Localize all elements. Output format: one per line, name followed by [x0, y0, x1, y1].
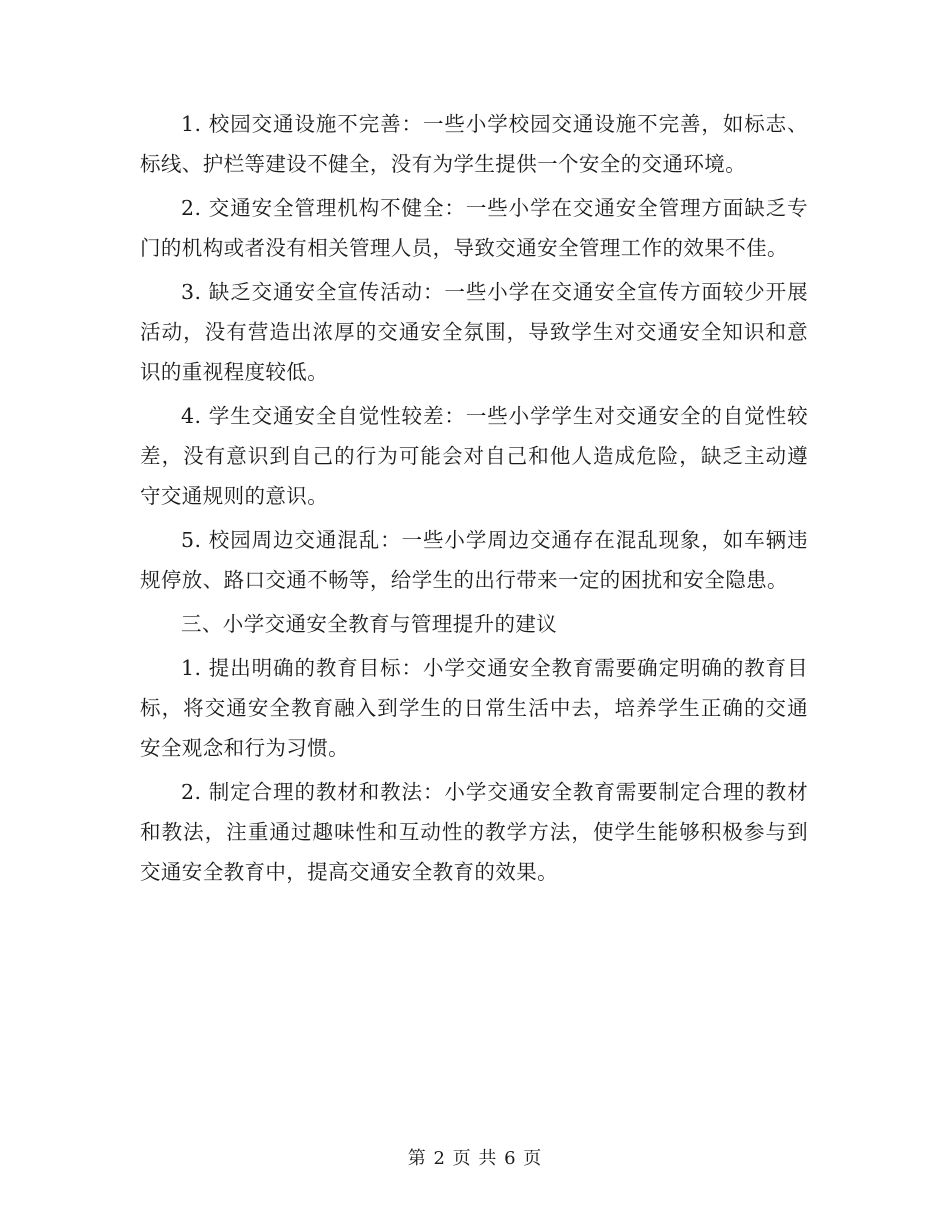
paragraph-suggestion-2: 2. 制定合理的教材和教法：小学交通安全教育需要制定合理的教材和教法，注重通过趣味性和互动性的教学方法，使学生能够积极参与到交通安全教育中，提高交通安全教育的效果。: [140, 780, 808, 884]
paragraph-issue-1: 1. 校园交通设施不完善：一些小学校园交通设施不完善，如标志、标线、护栏等建设不健全，没有为学生提供一个安全的交通环境。: [140, 112, 808, 176]
paragraph-issue-4: 4. 学生交通安全自觉性较差：一些小学学生对交通安全的自觉性较差，没有意识到自己的行为可能会对自己和他人造成危险，缺乏主动遵守交通规则的意识。: [140, 404, 808, 508]
document-body: [140, 104, 808, 896]
paragraph-issue-5: 5. 校园周边交通混乱：一些小学周边交通存在混乱现象，如车辆违规停放、路口交通不畅等，给学生的出行带来一定的困扰和安全隐患。: [140, 528, 808, 592]
paragraph-suggestion-1: 1. 提出明确的教育目标：小学交通安全教育需要确定明确的教育目标，将交通安全教育融入到学生的日常生活中去，培养学生正确的交通安全观念和行为习惯。: [140, 656, 808, 760]
page-number-footer: 第 2 页 共 6 页: [407, 1148, 543, 1169]
paragraph-issue-2: 2. 交通安全管理机构不健全：一些小学在交通安全管理方面缺乏专门的机构或者没有相关管理人员，导致交通安全管理工作的效果不佳。: [140, 196, 808, 260]
paragraph-issue-3: 3. 缺乏交通安全宣传活动：一些小学在交通安全宣传方面较少开展活动，没有营造出浓厚的交通安全氛围，导致学生对交通安全知识和意识的重视程度较低。: [140, 280, 808, 384]
section-heading: 三、小学交通安全教育与管理提升的建议: [181, 612, 558, 636]
